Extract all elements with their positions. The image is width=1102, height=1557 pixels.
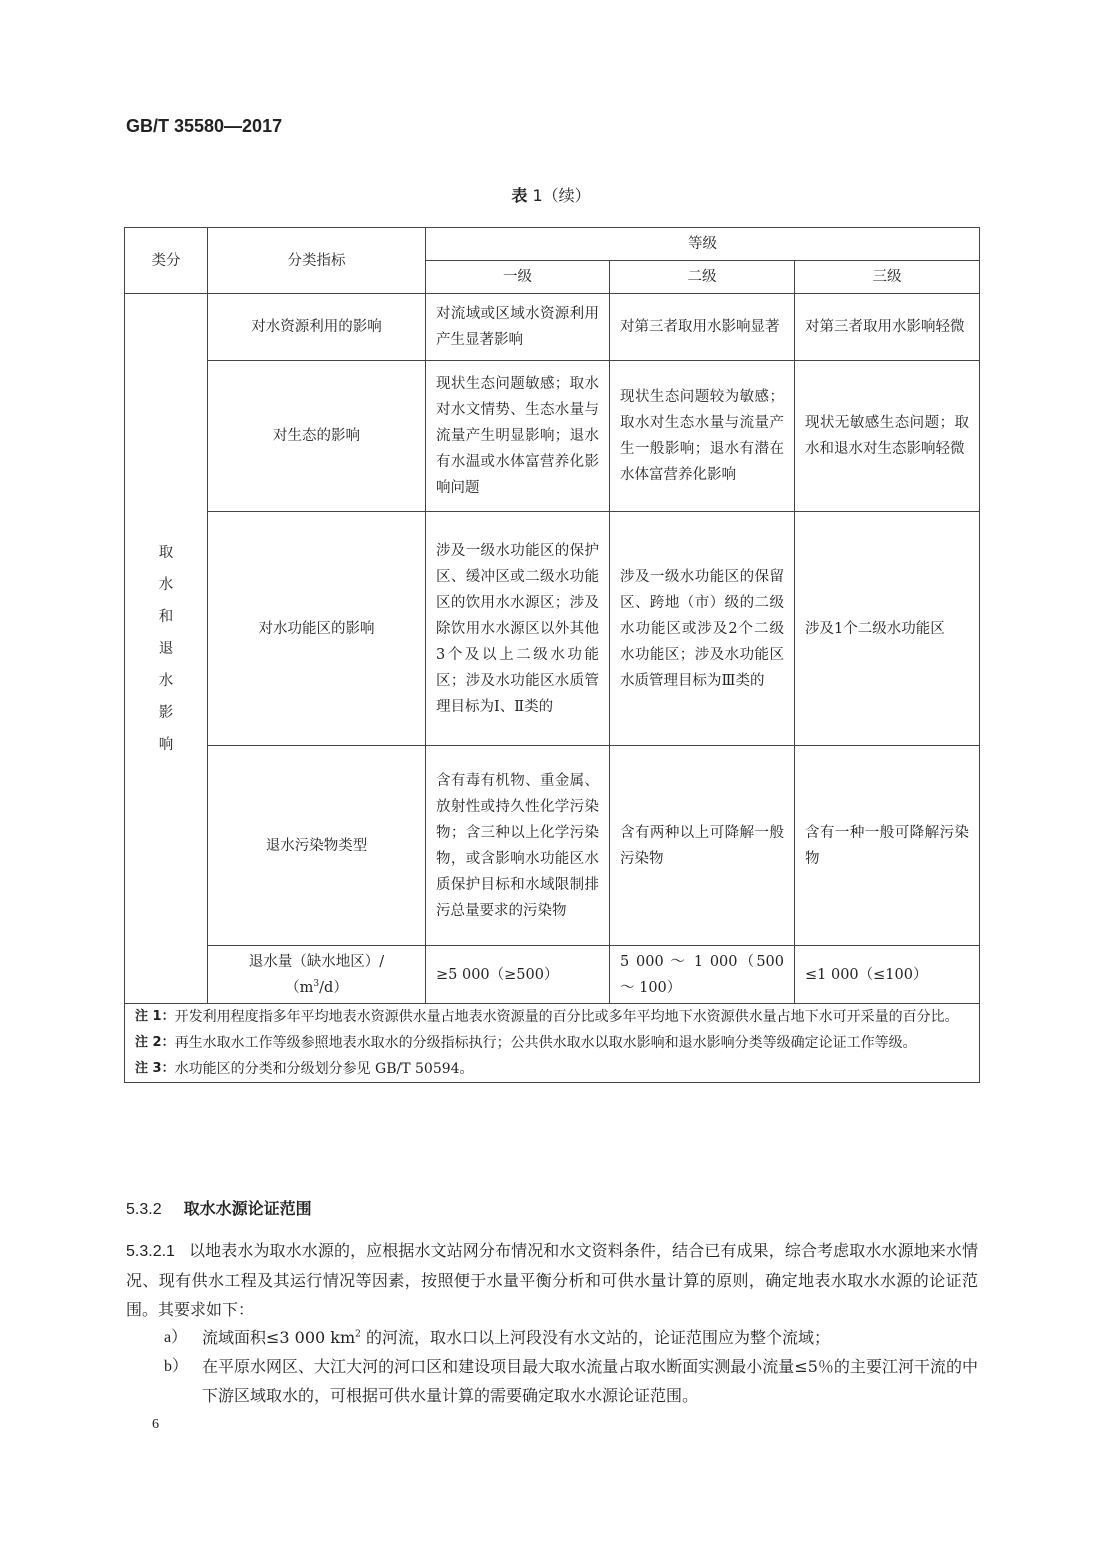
level1-cell: 对流域或区域水资源利用产生显著影响 [426,294,610,361]
section-number: 5.3.2 [126,1201,162,1218]
unit-superscript: 3 [313,978,320,989]
section-title: 取水水源论证范围 [183,1199,312,1218]
note-label: 注 3： [135,1061,175,1076]
table-row [125,746,980,946]
note-text: 开发利用程度指多年平均地表水资源供水量占地表水资源量的百分比或多年平均地下水资源供水量占地下水可开采量的百分比。 [174,1009,959,1025]
indicator-cell: 退水污染物类型 [208,746,426,946]
list-item [126,1323,978,1352]
indicator-text: 退水量（缺水地区）/（m [248,953,385,996]
list-text: 在平原水网区、大江大河的河口区和建设项目最大取水流量占取水断面实测最小流量≤5％的主要江河干流的中下游区域取水的，可根据可供水量计算的需要确定取水水源论证范围。 [202,1357,978,1405]
note-text: 再生水取水工作等级参照地表水取水的分级指标执行；公共供水取水以取水影响和退水影响分类等级确定论证工作等级。 [174,1035,917,1051]
category-char: 水 [158,576,174,593]
category-char: 退 [158,640,174,657]
table-row [125,512,980,746]
category-cell [125,294,208,1004]
indicator-cell: 对水功能区的影响 [208,512,426,746]
table-caption [0,183,1102,206]
category-char: 影 [158,704,174,721]
paragraph-number: 5.3.2.1 [126,1243,175,1260]
level3-cell: 含有一种一般可降解污染物 [795,746,980,946]
header-level-2: 二级 [610,261,795,294]
header-level-3: 三级 [795,261,980,294]
table-header-row [125,228,980,261]
table-row [125,294,980,361]
level1-cell: ≥5 000（≥500） [426,946,610,1004]
level1-cell: 现状生态问题敏感；取水对水文情势、生态水量与流量产生明显影响；退水有水温或水体富营养化影响问题 [426,361,610,512]
header-category: 类分 [125,228,208,294]
indicator-cell [208,946,426,1004]
list-text [202,1323,978,1352]
category-char: 响 [158,736,174,753]
caption-rest: 1（续） [527,186,591,205]
category-char: 和 [158,608,174,625]
area-superscript: 2 [355,1329,361,1340]
note-item [135,1004,969,1030]
level3-cell: 对第三者取用水影响轻微 [795,294,980,361]
grading-table [124,227,980,1083]
indicator-cell: 对生态的影响 [208,361,426,512]
paragraph-text: 以地表水为取水水源的，应根据水文站网分布情况和水文资料条件，结合已有成果，综合考虑取水水源地来水情况、现有供水工程及其运行情况等因素，按照便于水量平衡分析和可供水量计算的原则，确定地表水取水水源的论证范围。其要求如下： [126,1241,978,1319]
level2-cell: 含有两种以上可降解一般污染物 [610,746,795,946]
level3-cell: 现状无敏感生态问题；取水和退水对生态影响轻微 [795,361,980,512]
page-number: 6 [152,1417,159,1432]
table-row [125,946,980,1004]
header-level-1: 一级 [426,261,610,294]
level1-cell: 涉及一级水功能区的保护区、缓冲区或二级水功能区的饮用水水源区；涉及除饮用水水源区以外其他3个及以上二级水功能区；涉及水功能区水质管理目标为Ⅰ、Ⅱ类的 [426,512,610,746]
list-item [126,1352,978,1410]
list-marker: b） [164,1358,189,1375]
note-text: 水功能区的分类和分级划分参见 GB/T 50594。 [174,1061,474,1077]
note-item [135,1030,969,1056]
level2-cell: 现状生态问题较为敏感；取水对生态水量与流量产生一般影响；退水有潜在水体富营养化影响 [610,361,795,512]
caption-label: 表 [511,186,528,205]
note-label: 注 1： [135,1009,175,1024]
note-item [135,1056,969,1082]
level2-cell: 涉及一级水功能区的保留区、跨地（市）级的二级水功能区或涉及2个二级水功能区；涉及水功能区水质管理目标为Ⅲ类的 [610,512,795,746]
paragraph [126,1236,978,1324]
notes-row [125,1004,980,1083]
document-code: GB/T 35580—2017 [126,116,283,136]
category-char: 水 [158,672,174,689]
level2-cell: 5 000 ～ 1 000（500 ～ 100） [610,946,795,1004]
list-text-main: 流域面积≤3 000 km [202,1328,356,1347]
level2-cell: 对第三者取用水影响显著 [610,294,795,361]
table-row [125,361,980,512]
list-marker: a） [164,1329,188,1346]
note-label: 注 2： [135,1035,175,1050]
notes-cell [125,1004,980,1083]
header-level: 等级 [426,228,980,261]
section-heading [126,1196,312,1219]
level3-cell: 涉及1个二级水功能区 [795,512,980,746]
header-indicator: 分类指标 [208,228,426,294]
level1-cell: 含有毒有机物、重金属、放射性或持久性化学污染物；含三种以上化学污染物，或含影响水功能区水质保护目标和水域限制排污总量要求的污染物 [426,746,610,946]
level3-cell: ≤1 000（≤100） [795,946,980,1004]
category-char: 取 [158,544,174,561]
requirements-list [126,1323,978,1410]
indicator-unit-tail: /d） [319,979,348,996]
indicator-cell: 对水资源利用的影响 [208,294,426,361]
list-text-tail: 的河流，取水口以上河段没有水文站的，论证范围应为整个流域； [360,1328,830,1347]
